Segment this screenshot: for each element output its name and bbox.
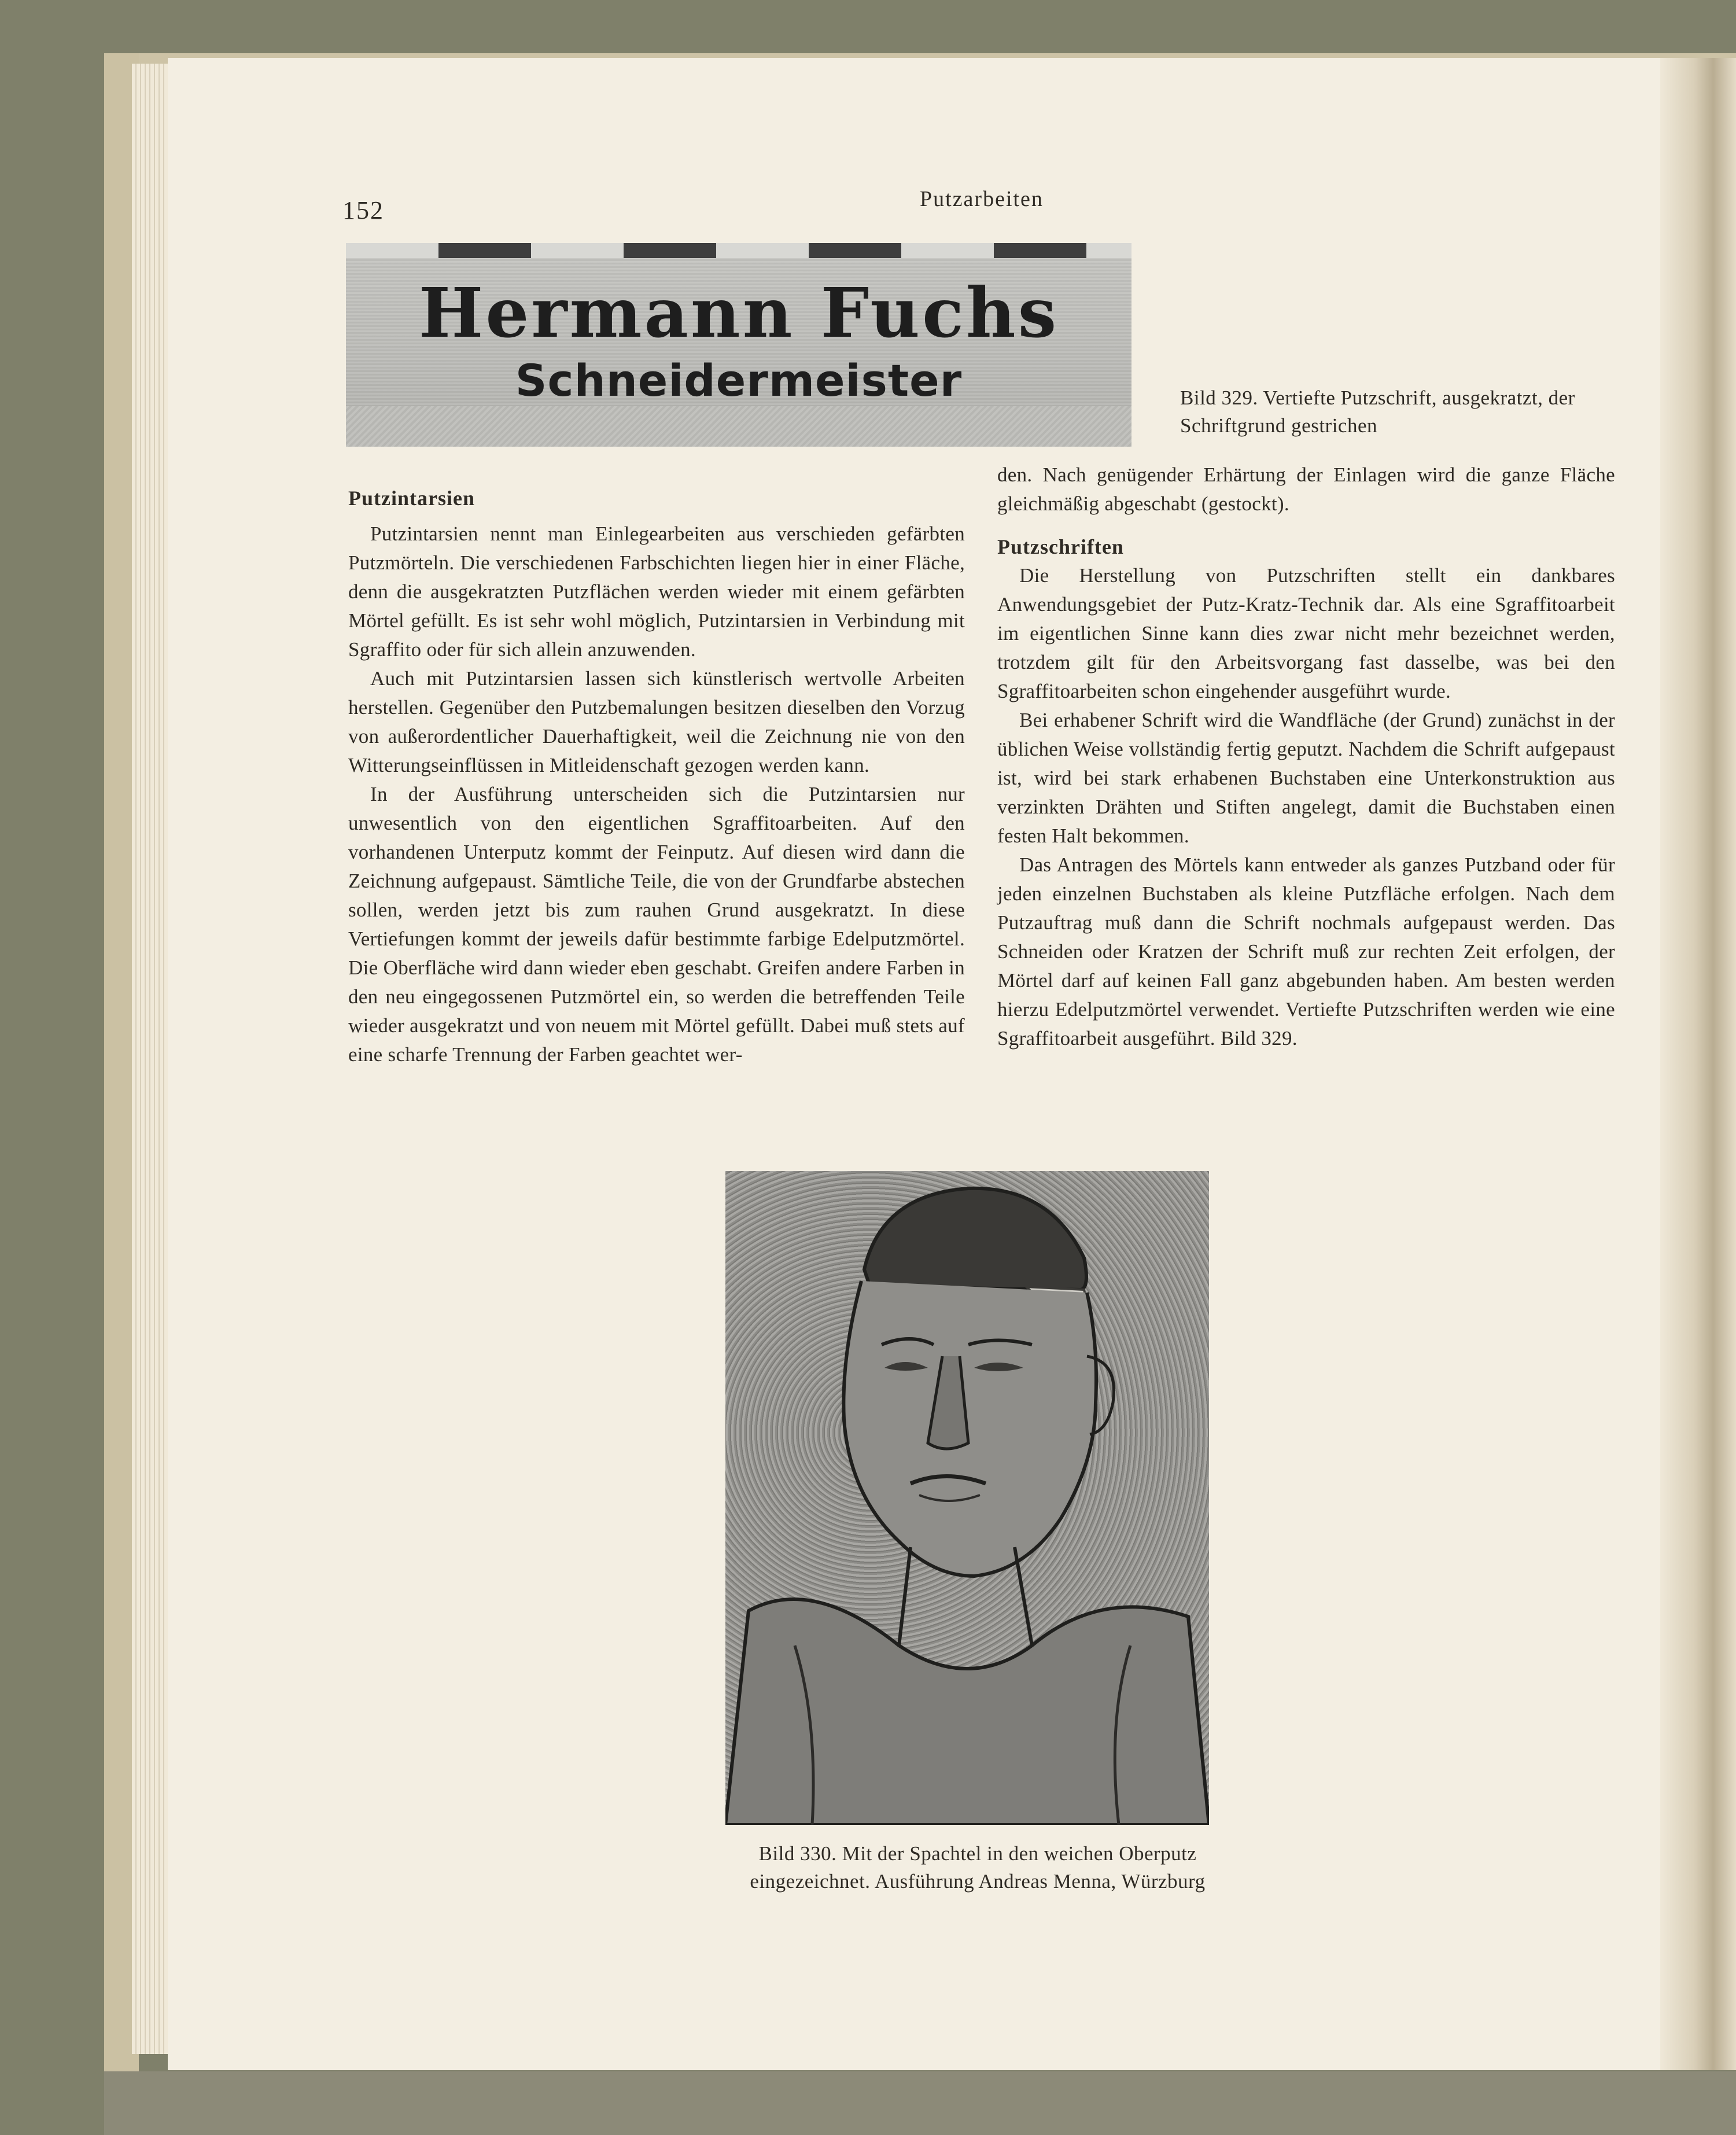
right-column [997,461,1615,1053]
shoulders [725,1599,1209,1825]
figure-329-caption: Bild 329. Vertiefte Putzschrift, ausgekratzt, der Schriftgrund gestrichen [1180,386,1575,437]
paragraph: Putzintarsien nennt man Einlegearbeiten aus verschieden gefärbten Putzmörteln. Die verschiedenen Farbschichten liegen hier in einer Fläche, denn die ausgekratzten Putzflächen werden wieder mit einem gefärbten Mörtel gefüllt. Es ist sehr wohl möglich, Putzintarsien in Verbindung mit Sgraffito oder für sich allein anzuwenden. [348,522,965,661]
book-cover-bottom [104,2071,1736,2135]
left-column [348,484,965,1069]
relief-portrait-drawing [725,1171,1209,1825]
cap-shape [864,1188,1086,1290]
section-heading-putzintarsien: Putzintarsien [348,487,475,510]
page-number: 152 [342,196,384,224]
paragraph: Bei erhabener Schrift wird die Wandfläche (der Grund) zunächst in der üblichen Weise vollständig fertig geputzt. Nachdem die Schrift aufgepaust ist, wird bei stark erhabenen Buchstaben eine Unterkonstruktion aus verzinkten Drähten und Stiften angelegt, damit die Buchstaben einen festen Halt bekommen. [997,709,1615,847]
paragraph: Auch mit Putzintarsien lassen sich künstlerisch wertvolle Arbeiten herstellen. Gegenüber den Putzbemalungen besitzen dieselben den Vorzug von außerordentlicher Dauerhaftigkeit, weil die Zeichnung nie von den Witterungseinflüssen in Mitleidenschaft gezogen werden kann. [348,667,965,776]
sign-photo [346,243,1131,447]
section-heading-putzschriften: Putzschriften [997,535,1124,558]
sign-window-frieze [346,243,1131,258]
sign-plaster-texture [346,406,1131,447]
sign-name-text: Hermann Fuchs [418,273,1059,353]
paragraph-continuation: den. Nach genügender Erhärtung der Einlagen wird die ganze Fläche gleichmäßig abgeschabt (gestockt). [997,463,1615,515]
running-head: Putzarbeiten [920,187,1044,211]
face-outline [843,1281,1096,1576]
book-gutter [1660,58,1736,2070]
paragraph: Das Antragen des Mörtels kann entweder als ganzes Putzband oder für jeden einzelnen Buchstaben als kleine Putzfläche erfolgen. Nach dem Putzauftrag muß dann die Schrift nochmals aufgepaust werden. Das Schneiden oder Kratzen der Schrift muß zur rechten Zeit erfolgen, der Mörtel darf auf keinen Fall ganz abgebunden haben. Am besten werden hierzu Edelputzmörtel verwendet. Vertiefte Putzschriften werden wie eine Sgraffitoarbeit ausgeführt. Bild 329. [997,853,1615,1050]
relief-portrait-photo [725,1171,1209,1825]
paragraph: Die Herstellung von Putzschriften stellt ein dankbares Anwendungsgebiet der Putz-Kratz-Technik dar. Als eine Sgraffitoarbeit im eigentlichen Sinne kann dies zwar nicht mehr bezeichnet werden, trotzdem gilt für den Arbeitsvorgang fast dasselbe, was bei den Sgraffitoarbeiten schon eingehender ausgeführt wurde. [997,564,1615,702]
page-edges [132,64,172,2054]
sign-profession-text: Schneidermeister [515,355,963,406]
figure-330-caption: Bild 330. Mit der Spachtel in den weichen Oberputz eingezeichnet. Ausführung Andreas Menna, Würzburg [750,1842,1206,1893]
paragraph: In der Ausführung unterscheiden sich die Putzintarsien nur unwesentlich von den eigentlichen Sgraffitoarbeiten. Auf den vorhandenen Unterputz kommt der Feinputz. Auf diesen wird dann die Zeichnung aufgepaust. Sämtliche Teile, die von der Grundfarbe abstechen sollen, werden jetzt bis zum rauhen Grund ausgekratzt. In diese Vertiefungen kommt der jeweils dafür bestimmte farbige Edelputzmörtel. Die Oberfläche wird dann wieder eben geschabt. Greifen andere Farben in den neu eingegossenen Putzmörtel ein, so werden die betreffenden Teile wieder ausgekratzt und von neuem mit Mörtel gefüllt. Dabei muß stets auf eine scharfe Trennung der Farben geachtet wer- [348,783,965,1066]
